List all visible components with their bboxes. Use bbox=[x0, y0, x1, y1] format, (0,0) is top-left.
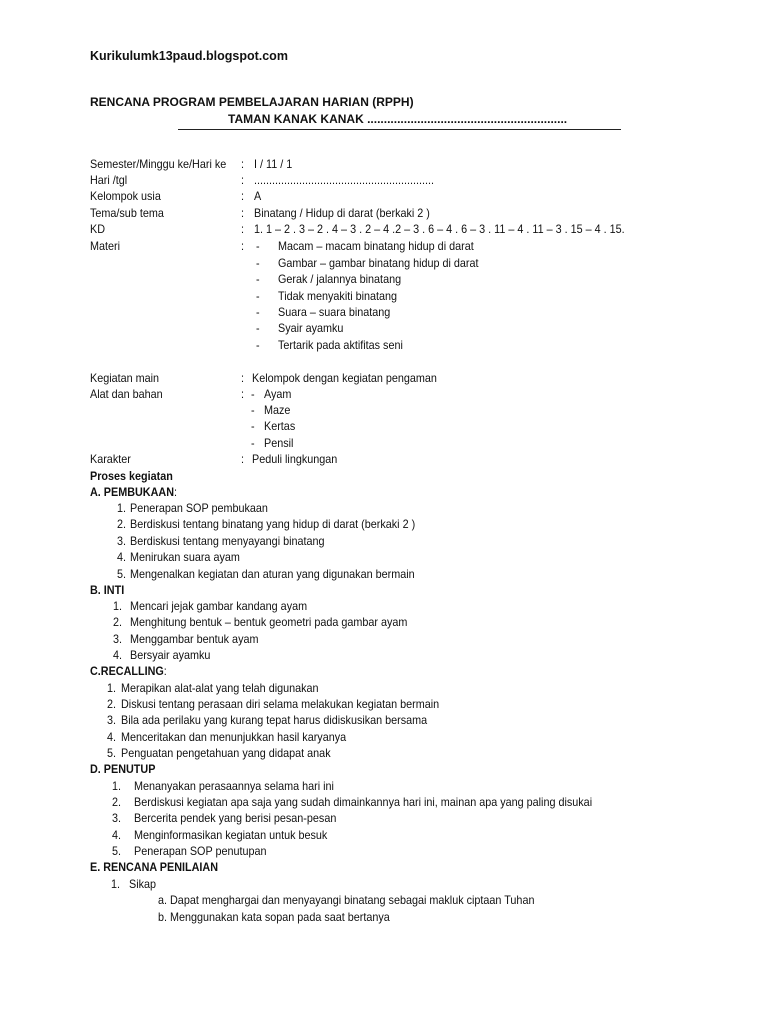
identity-label: KD bbox=[90, 222, 106, 236]
section-item: Penerapan SOP pembukaan bbox=[130, 501, 268, 515]
identity-value: ............................................................ bbox=[254, 173, 435, 187]
materi-bullet: - bbox=[256, 272, 260, 286]
section-item-number: 1. bbox=[111, 877, 121, 891]
materi-item: Tertarik pada aktifitas seni bbox=[278, 338, 403, 352]
identity-label: Tema/sub tema bbox=[90, 206, 164, 220]
proses-title: Proses kegiatan bbox=[90, 469, 173, 483]
document-subtitle: TAMAN KANAK KANAK ............................................................ bbox=[228, 112, 568, 126]
section-item: Menghitung bentuk – bentuk geometri pada gambar ayam bbox=[130, 615, 408, 629]
section-item-number: 5. bbox=[117, 567, 127, 581]
kegiatan-main-value: Kelompok dengan kegiatan pengaman bbox=[252, 371, 437, 385]
alat-colon: : bbox=[241, 387, 245, 401]
section-item-number: 5. bbox=[112, 844, 122, 858]
section-item: Mencari jejak gambar kandang ayam bbox=[130, 599, 308, 613]
alat-bullet: - bbox=[251, 403, 255, 417]
section-item: Bila ada perilaku yang kurang tepat harus didiskusikan bersama bbox=[121, 713, 428, 727]
identity-label: Hari /tgl bbox=[90, 173, 128, 187]
section-title: A. PEMBUKAAN: bbox=[90, 485, 178, 499]
section-item: Diskusi tentang perasaan diri selama melakukan kegiatan bermain bbox=[121, 697, 440, 711]
materi-label: Materi bbox=[90, 239, 121, 253]
section-item: Menanyakan perasaannya selama hari ini bbox=[134, 779, 334, 793]
materi-bullet: - bbox=[256, 338, 260, 352]
section-item: Bersyair ayamku bbox=[130, 648, 211, 662]
section-title: E. RENCANA PENILAIAN bbox=[90, 860, 219, 874]
identity-label: Semester/Minggu ke/Hari ke bbox=[90, 157, 227, 171]
section-item-number: 3. bbox=[117, 534, 127, 548]
alat-item: Kertas bbox=[264, 419, 296, 433]
karakter-colon: : bbox=[241, 452, 245, 466]
section-item: Berdiskusi kegiatan apa saja yang sudah dimainkannya hari ini, mainan apa yang paling disukai bbox=[134, 795, 593, 809]
materi-item: Gerak / jalannya binatang bbox=[278, 272, 402, 286]
materi-bullet: - bbox=[256, 239, 260, 253]
section-item: Menggambar bentuk ayam bbox=[130, 632, 259, 646]
materi-item: Macam – macam binatang hidup di darat bbox=[278, 239, 474, 253]
identity-colon: : bbox=[241, 173, 245, 187]
title-divider bbox=[178, 129, 621, 130]
materi-item: Syair ayamku bbox=[278, 321, 344, 335]
identity-value: A bbox=[254, 189, 262, 203]
alat-bullet: - bbox=[251, 419, 255, 433]
section-item-number: 2. bbox=[112, 795, 122, 809]
section-title: C.RECALLING: bbox=[90, 664, 167, 678]
identity-value: Binatang / Hidup di darat (berkaki 2 ) bbox=[254, 206, 430, 220]
identity-colon: : bbox=[241, 157, 245, 171]
section-item-number: 2. bbox=[107, 697, 117, 711]
section-item-number: 5. bbox=[107, 746, 117, 760]
materi-bullet: - bbox=[256, 305, 260, 319]
section-item-number: 4. bbox=[117, 550, 127, 564]
section-item-number: 4. bbox=[113, 648, 123, 662]
materi-bullet: - bbox=[256, 321, 260, 335]
alat-item: Ayam bbox=[264, 387, 292, 401]
alat-bullet: - bbox=[251, 387, 255, 401]
sikap-item: b. Menggunakan kata sopan pada saat bertanya bbox=[158, 910, 390, 924]
section-item-number: 3. bbox=[112, 811, 122, 825]
section-item-number: 2. bbox=[113, 615, 123, 629]
materi-bullet: - bbox=[256, 289, 260, 303]
sikap-item: a. Dapat menghargai dan menyayangi binatang sebagai makluk ciptaan Tuhan bbox=[158, 893, 535, 907]
alat-bullet: - bbox=[251, 436, 255, 450]
section-item: Bercerita pendek yang berisi pesan-pesan bbox=[134, 811, 337, 825]
alat-label: Alat dan bahan bbox=[90, 387, 163, 401]
section-item: Merapikan alat-alat yang telah digunakan bbox=[121, 681, 319, 695]
karakter-label: Karakter bbox=[90, 452, 131, 466]
identity-value: I / 11 / 1 bbox=[254, 157, 293, 171]
section-item-number: 4. bbox=[107, 730, 117, 744]
section-item: Penerapan SOP penutupan bbox=[134, 844, 267, 858]
materi-item: Tidak menyakiti binatang bbox=[278, 289, 398, 303]
karakter-value: Peduli lingkungan bbox=[252, 452, 338, 466]
identity-colon: : bbox=[241, 189, 245, 203]
identity-label: Kelompok usia bbox=[90, 189, 161, 203]
section-item: Menirukan suara ayam bbox=[130, 550, 240, 564]
materi-bullet: - bbox=[256, 256, 260, 270]
site-url: Kurikulumk13paud.blogspot.com bbox=[90, 49, 288, 63]
section-item-number: 1. bbox=[113, 599, 123, 613]
materi-item: Gambar – gambar binatang hidup di darat bbox=[278, 256, 479, 270]
identity-value: 1. 1 – 2 . 3 – 2 . 4 – 3 . 2 – 4 .2 – 3 . 6 – 4 . 6 – 3 . 11 – 4 . 11 – 3 . 15 – 4 . 15. bbox=[254, 222, 625, 236]
identity-colon: : bbox=[241, 206, 245, 220]
section-item-number: 4. bbox=[112, 828, 122, 842]
section-item: Penguatan pengetahuan yang didapat anak bbox=[121, 746, 331, 760]
materi-item: Suara – suara binatang bbox=[278, 305, 391, 319]
section-item: Mengenalkan kegiatan dan aturan yang digunakan bermain bbox=[130, 567, 415, 581]
section-item: Menceritakan dan menunjukkan hasil karyanya bbox=[121, 730, 347, 744]
section-item-number: 1. bbox=[117, 501, 127, 515]
section-item: Berdiskusi tentang menyayangi binatang bbox=[130, 534, 325, 548]
section-item-number: 3. bbox=[113, 632, 123, 646]
alat-item: Pensil bbox=[264, 436, 294, 450]
section-item: Sikap bbox=[129, 877, 157, 891]
document-title: RENCANA PROGRAM PEMBELAJARAN HARIAN (RPPH) bbox=[90, 95, 414, 109]
kegiatan-main-label: Kegiatan main bbox=[90, 371, 160, 385]
alat-item: Maze bbox=[264, 403, 291, 417]
section-item-number: 2. bbox=[117, 517, 127, 531]
kegiatan-main-colon: : bbox=[241, 371, 245, 385]
section-item-number: 1. bbox=[112, 779, 122, 793]
section-title: D. PENUTUP bbox=[90, 762, 156, 776]
section-title-colon: : bbox=[174, 485, 178, 499]
section-item-number: 3. bbox=[107, 713, 117, 727]
section-title-colon: : bbox=[163, 664, 167, 678]
identity-colon: : bbox=[241, 222, 245, 236]
section-item-number: 1. bbox=[107, 681, 117, 695]
section-title: B. INTI bbox=[90, 583, 125, 597]
section-item: Berdiskusi tentang binatang yang hidup di darat (berkaki 2 ) bbox=[130, 517, 416, 531]
section-item: Menginformasikan kegiatan untuk besuk bbox=[134, 828, 328, 842]
materi-colon: : bbox=[241, 239, 245, 253]
